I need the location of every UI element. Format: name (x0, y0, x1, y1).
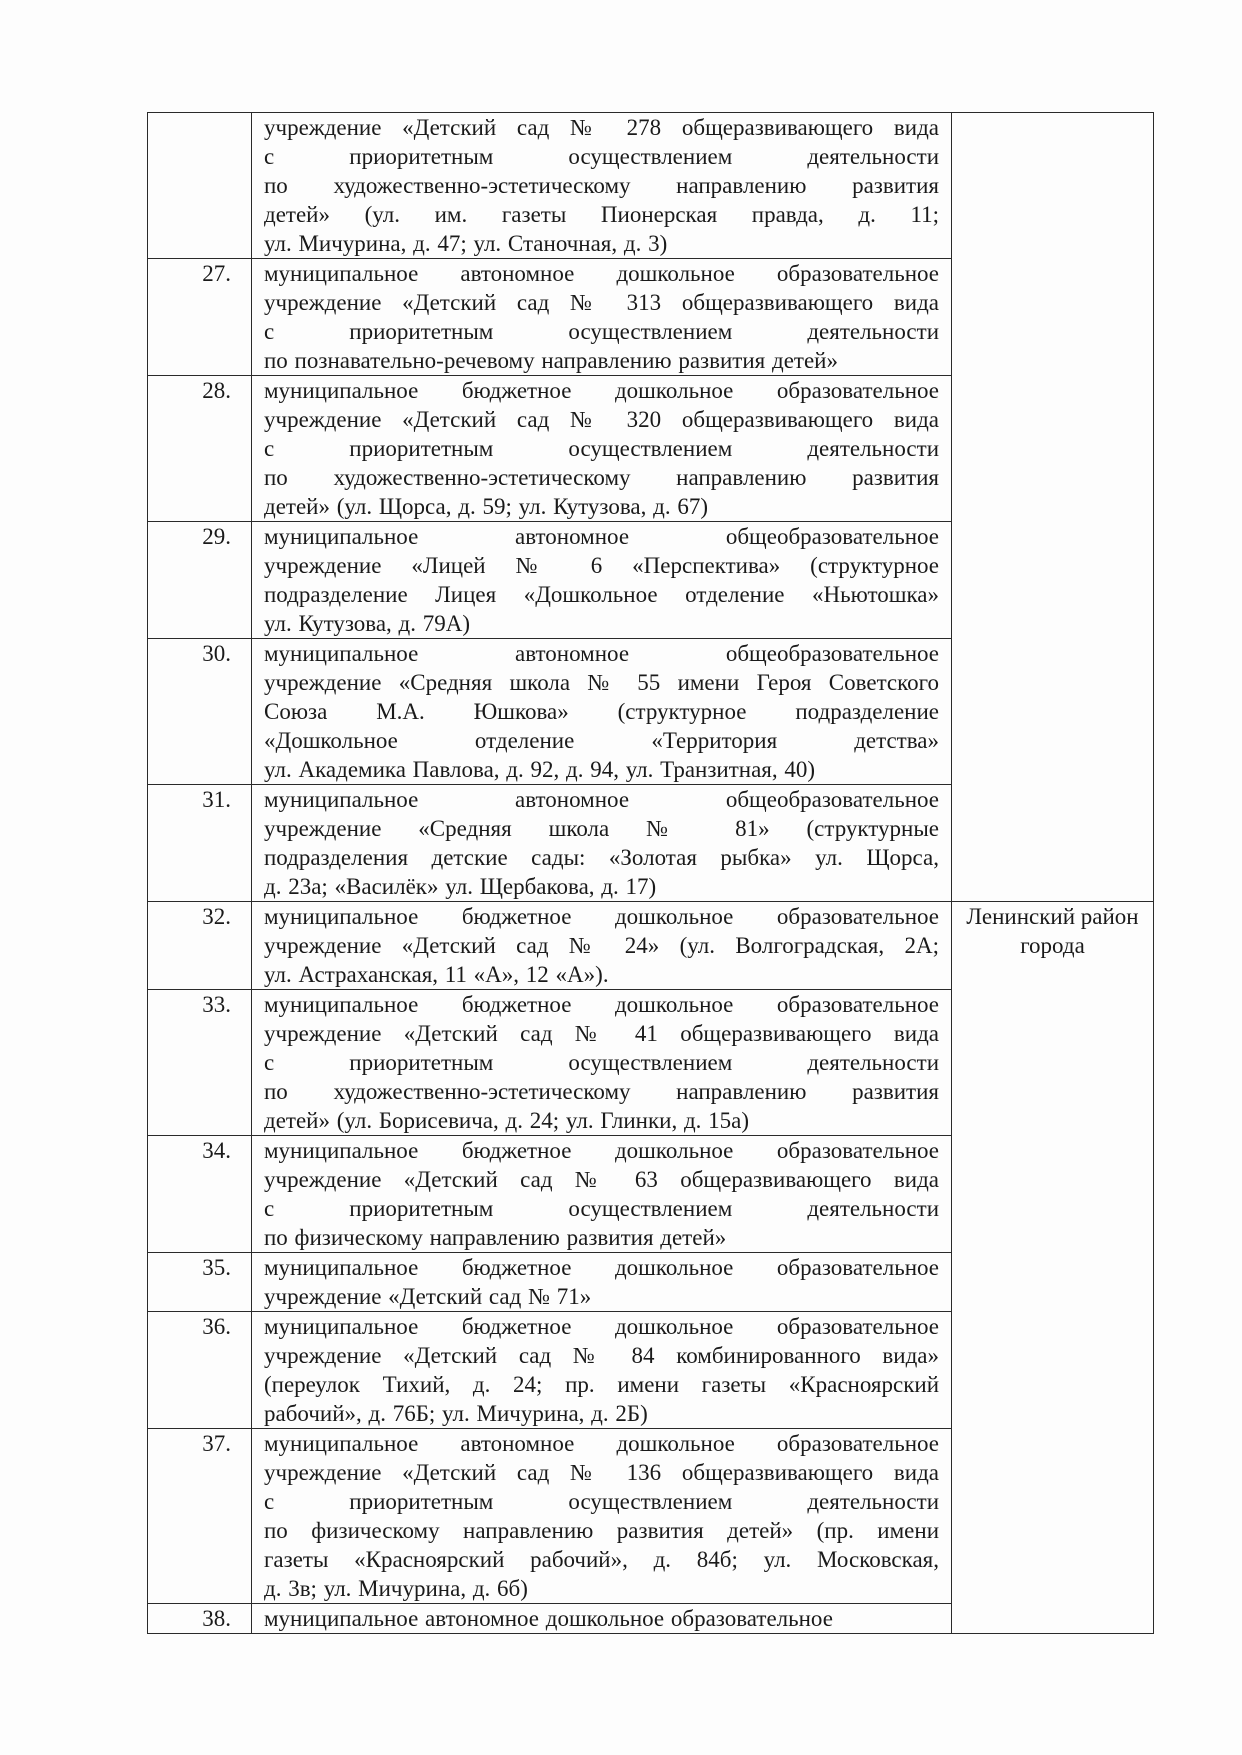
table-row (148, 785, 1154, 902)
table-row (148, 902, 1154, 990)
table-row (148, 1312, 1154, 1429)
row-number: 38. (202, 1606, 231, 1631)
row-number-cell (148, 1429, 252, 1604)
institution-description-cell (252, 990, 952, 1136)
description-line: детей» (ул. Щорса, д. 59; ул. Кутузова, д. 67) (264, 494, 709, 519)
district-cell (952, 259, 1154, 376)
row-number-cell (148, 376, 252, 522)
table-row (148, 639, 1154, 785)
table-row (148, 522, 1154, 639)
row-number: 33. (202, 992, 231, 1017)
row-number: 30. (202, 641, 231, 666)
description-line: ул. Астраханская, 11 «А», 12 «А»). (264, 962, 609, 987)
description-line: «Дошкольное отделение «Территория детства» (264, 728, 939, 753)
district-cell (952, 785, 1154, 902)
description-line: учреждение «Лицей № 6 «Перспектива» (структурное (264, 553, 939, 578)
district-cell (952, 522, 1154, 639)
description-line: муниципальное бюджетное дошкольное образовательное (264, 1138, 939, 1163)
description-line: по художественно-эстетическому направлению развития (264, 1079, 939, 1104)
district-cell (952, 990, 1154, 1136)
description-line: подразделение Лицея «Дошкольное отделение «Ньютошка» (264, 582, 939, 607)
row-number-cell (148, 639, 252, 785)
description-line: муниципальное автономное общеобразовательное (264, 641, 939, 666)
description-line: учреждение «Детский сад № 278 общеразвивающего вида (264, 115, 939, 140)
description-line: муниципальное автономное общеобразовательное (264, 787, 939, 812)
description-line: с приоритетным осуществлением деятельности (264, 436, 939, 461)
institution-description-cell (252, 113, 952, 259)
district-cell (952, 113, 1154, 259)
description-line: учреждение «Детский сад № 313 общеразвивающего вида (264, 290, 939, 315)
table-row (148, 1253, 1154, 1312)
description-line: учреждение «Детский сад № 41 общеразвивающего вида (264, 1021, 939, 1046)
description-line: с приоритетным осуществлением деятельности (264, 319, 939, 344)
district-cell (952, 1604, 1154, 1634)
row-number-cell (148, 990, 252, 1136)
description-line: учреждение «Детский сад № 84 комбинированного вида» (264, 1343, 939, 1368)
table-row (148, 1429, 1154, 1604)
institution-description-cell (252, 1429, 952, 1604)
description-line: муниципальное автономное дошкольное образовательное (264, 1606, 833, 1631)
description-line: учреждение «Детский сад № 24» (ул. Волгоградская, 2А; (264, 933, 939, 958)
row-number: 32. (202, 904, 231, 929)
row-number: 29. (202, 524, 231, 549)
institution-description-cell (252, 1604, 952, 1634)
institution-description-cell (252, 1253, 952, 1312)
row-number-cell (148, 259, 252, 376)
institution-description-cell (252, 785, 952, 902)
row-number-cell (148, 1136, 252, 1253)
description-line: учреждение «Детский сад № 320 общеразвивающего вида (264, 407, 939, 432)
description-line: муниципальное бюджетное дошкольное образовательное (264, 378, 939, 403)
description-line: детей» (ул. им. газеты Пионерская правда, д. 11; (264, 202, 939, 227)
table-row (148, 1604, 1154, 1634)
district-cell (952, 376, 1154, 522)
description-line: муниципальное бюджетное дошкольное образовательное (264, 1314, 939, 1339)
description-line: с приоритетным осуществлением деятельности (264, 144, 939, 169)
description-line: Союза М.А. Юшкова» (структурное подразделение (264, 699, 939, 724)
district-cell (952, 1429, 1154, 1604)
table-row (148, 376, 1154, 522)
description-line: учреждение «Детский сад № 71» (264, 1284, 592, 1309)
institutions-table (147, 112, 1154, 1634)
table-body (148, 113, 1154, 1634)
row-number-cell (148, 1604, 252, 1634)
institution-description-cell (252, 376, 952, 522)
description-line: по художественно-эстетическому направлению развития (264, 465, 939, 490)
description-line: ул. Мичурина, д. 47; ул. Станочная, д. 3) (264, 231, 668, 256)
description-line: детей» (ул. Борисевича, д. 24; ул. Глинки, д. 15а) (264, 1108, 750, 1133)
row-number-cell (148, 522, 252, 639)
row-number: 35. (202, 1255, 231, 1280)
table-row (148, 1136, 1154, 1253)
district-name: Ленинский район города (966, 904, 1139, 958)
description-line: муниципальное бюджетное дошкольное образовательное (264, 904, 939, 929)
institution-description-cell (252, 639, 952, 785)
institution-description-cell (252, 522, 952, 639)
description-line: по художественно-эстетическому направлению развития (264, 173, 939, 198)
row-number-cell (148, 785, 252, 902)
row-number-cell (148, 113, 252, 259)
row-number: 28. (202, 378, 231, 403)
institution-description-cell (252, 1136, 952, 1253)
description-line: муниципальное автономное дошкольное образовательное (264, 261, 939, 286)
district-cell (952, 902, 1154, 990)
description-line: муниципальное бюджетное дошкольное образовательное (264, 992, 939, 1017)
table-row (148, 259, 1154, 376)
institution-description-cell (252, 259, 952, 376)
description-line: учреждение «Средняя школа № 81» (структурные (264, 816, 939, 841)
row-number: 31. (202, 787, 231, 812)
description-line: ул. Кутузова, д. 79А) (264, 611, 471, 636)
description-line: с приоритетным осуществлением деятельности (264, 1489, 939, 1514)
description-line: с приоритетным осуществлением деятельности (264, 1196, 939, 1221)
description-line: по познавательно-речевому направлению развития детей» (264, 348, 838, 373)
row-number: 34. (202, 1138, 231, 1163)
description-line: д. 3в; ул. Мичурина, д. 6б) (264, 1576, 528, 1601)
institution-description-cell (252, 902, 952, 990)
description-line: газеты «Красноярский рабочий», д. 84б; ул. Московская, (264, 1547, 939, 1572)
table-row (148, 113, 1154, 259)
row-number-cell (148, 902, 252, 990)
description-line: муниципальное автономное дошкольное образовательное (264, 1431, 939, 1456)
description-line: (переулок Тихий, д. 24; пр. имени газеты «Красноярский (264, 1372, 939, 1397)
description-line: муниципальное бюджетное дошкольное образовательное (264, 1255, 939, 1280)
district-cell (952, 639, 1154, 785)
district-cell (952, 1312, 1154, 1429)
description-line: учреждение «Средняя школа № 55 имени Героя Советского (264, 670, 939, 695)
description-line: подразделения детские сады: «Золотая рыбка» ул. Щорса, (264, 845, 939, 870)
row-number: 36. (202, 1314, 231, 1339)
description-line: ул. Академика Павлова, д. 92, д. 94, ул. Транзитная, 40) (264, 757, 816, 782)
description-line: д. 23а; «Василёк» ул. Щербакова, д. 17) (264, 874, 657, 899)
description-line: рабочий», д. 76Б; ул. Мичурина, д. 2Б) (264, 1401, 648, 1426)
description-line: по физическому направлению развития детей» (пр. имени (264, 1518, 939, 1543)
description-line: с приоритетным осуществлением деятельности (264, 1050, 939, 1075)
description-line: учреждение «Детский сад № 136 общеразвивающего вида (264, 1460, 939, 1485)
description-line: учреждение «Детский сад № 63 общеразвивающего вида (264, 1167, 939, 1192)
district-cell (952, 1136, 1154, 1253)
district-cell (952, 1253, 1154, 1312)
institution-description-cell (252, 1312, 952, 1429)
description-line: муниципальное автономное общеобразовательное (264, 524, 939, 549)
description-line: по физическому направлению развития детей» (264, 1225, 727, 1250)
row-number: 37. (202, 1431, 231, 1456)
row-number-cell (148, 1312, 252, 1429)
row-number-cell (148, 1253, 252, 1312)
table-row (148, 990, 1154, 1136)
row-number: 27. (202, 261, 231, 286)
